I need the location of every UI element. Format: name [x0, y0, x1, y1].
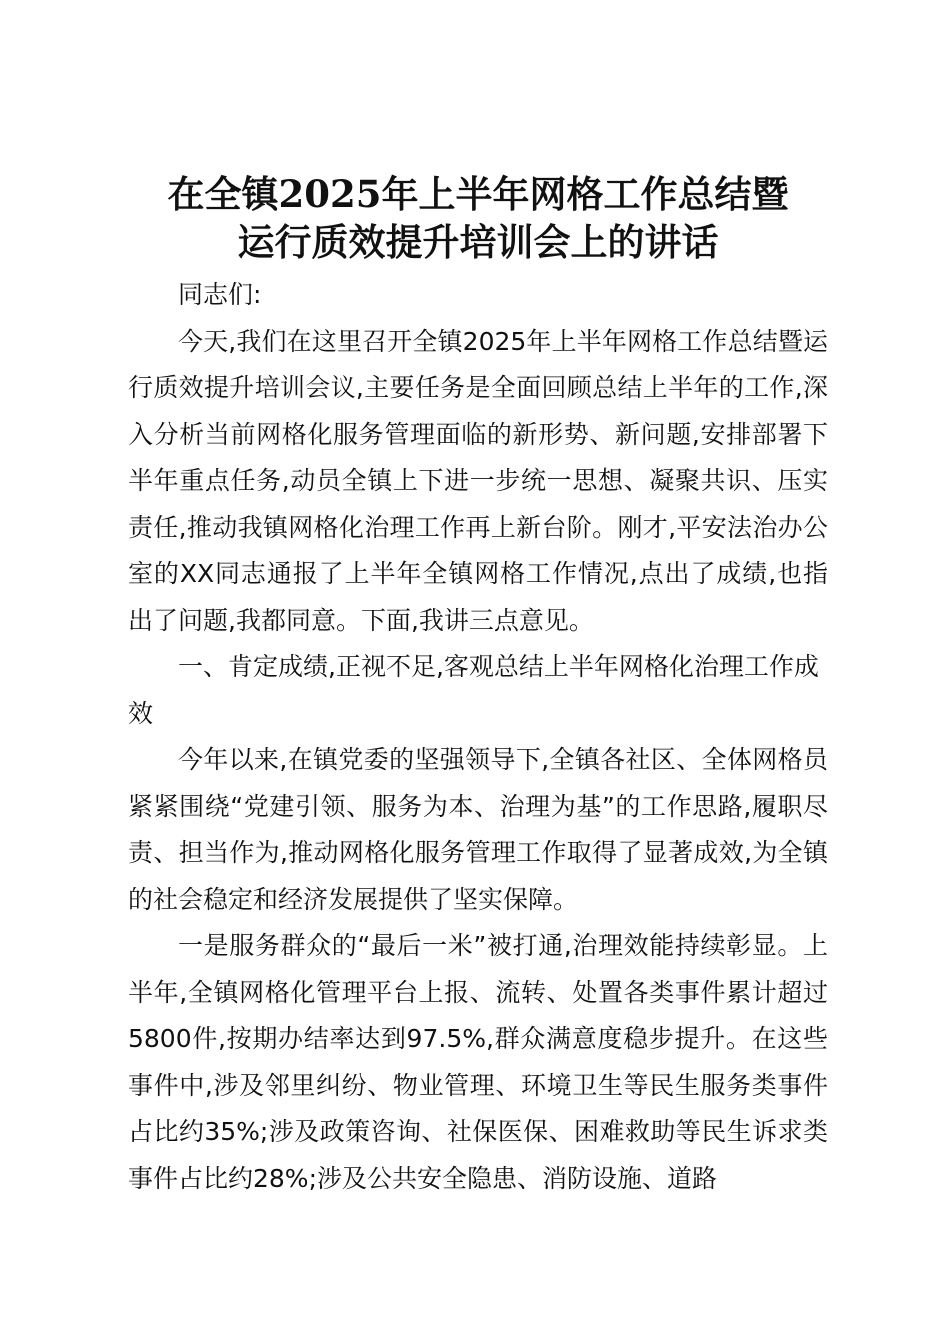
document-title [108, 170, 848, 266]
paragraph-achievements: 今年以来,在镇党委的坚强领导下,全镇各社区、全体网格员紧紧围绕“党建引领、服务为本、治理为基”的工作思路,履职尽责、担当作为,推动网格化服务管理工作取得了显著成效,为全镇的社会稳定和经济发展提供了坚实保障。 [128, 745, 828, 914]
paragraph-opening: 今天,我们在这里召开全镇2025年上半年网格工作总结暨运行质效提升培训会议,主要任务是全面回顾总结上半年的工作,深入分析当前网格化服务管理面临的新形势、新问题,安排部署下半年重点任务,动员全镇上下进一步统一思想、凝聚共识、压实责任,推动我镇网格化治理工作再上新台阶。刚才,平安法治办公室的XX同志通报了上半年全镇网格工作情况,点出了成绩,也指出了问题,我都同意。下面,我讲三点意见。 [128, 326, 828, 635]
document-body [128, 170, 828, 1202]
title-line-2: 运行质效提升培训会上的讲话 [237, 220, 719, 264]
paragraph-point-one: 一是服务群众的“最后一米”被打通,治理效能持续彰显。上半年,全镇网格化管理平台上报、流转、处置各类事件累计超过5800件,按期办结率达到97.5%,群众满意度稳步提升。在这些事件中,涉及邻里纠纷、物业管理、环境卫生等民生服务类事件占比约35%;涉及政策咨询、社保医保、困难救助等民生诉求类事件占比约28%;涉及公共安全隐患、消防设施、道路 [128, 931, 828, 1193]
title-line-1: 在全镇2025年上半年网格工作总结暨 [167, 172, 789, 216]
salutation: 同志们: [178, 280, 262, 309]
section-heading-1: 一、肯定成绩,正视不足,客观总结上半年网格化治理工作成效 [128, 652, 819, 728]
